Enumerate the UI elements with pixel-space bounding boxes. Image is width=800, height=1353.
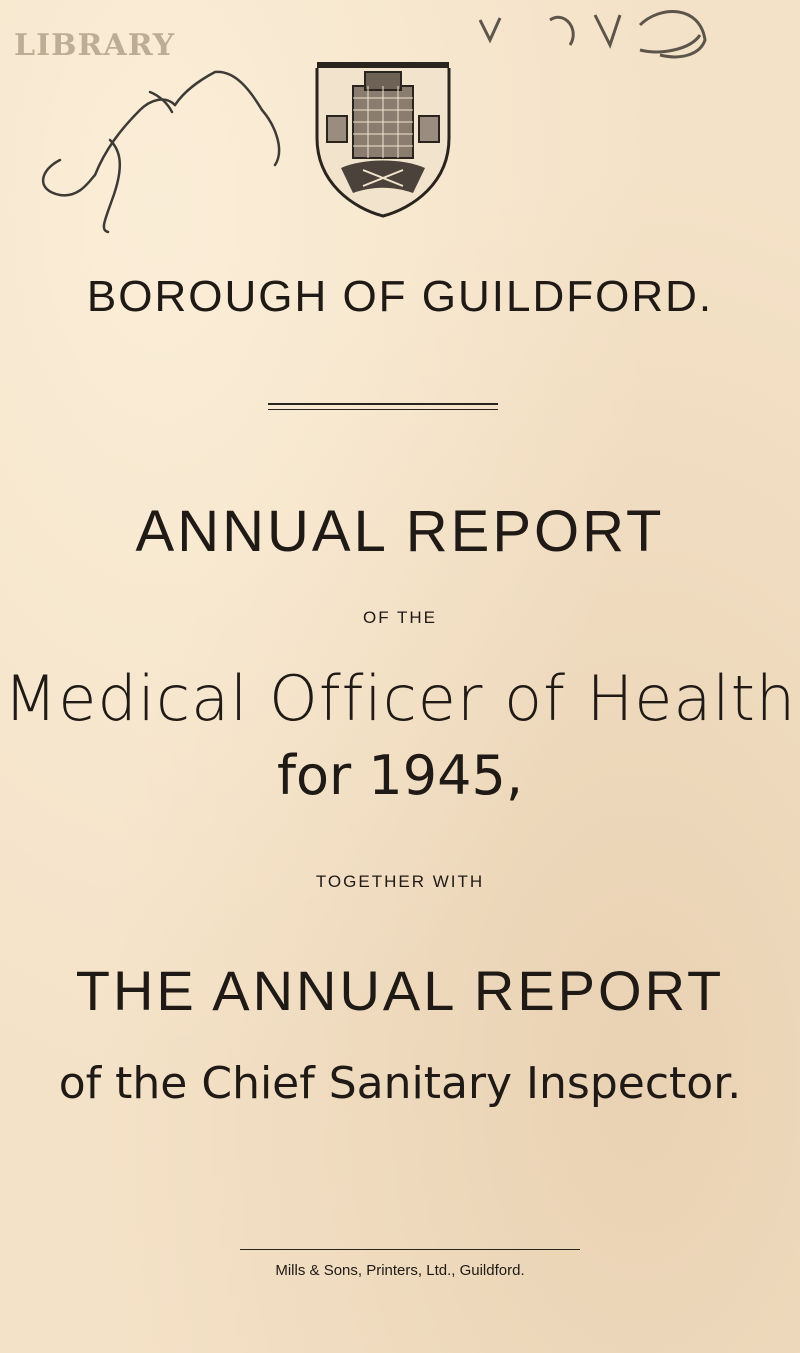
together-with-label: TOGETHER WITH xyxy=(315,872,485,891)
report-heading: ANNUAL REPORT xyxy=(135,499,665,564)
officer-title: Medical Officer of Health xyxy=(3,662,797,735)
of-the-label: OF THE xyxy=(362,608,438,627)
borough-crest-icon xyxy=(313,58,453,218)
borough-title: BOROUGH OF GUILDFORD. xyxy=(86,272,714,321)
library-stamp: LIBRARY xyxy=(14,28,176,63)
second-report-heading: THE ANNUAL REPORT xyxy=(75,959,725,1022)
inspector-title: of the Chief Sanitary Inspector. xyxy=(58,1058,742,1109)
printer-divider xyxy=(240,1249,580,1250)
printer-imprint: Mills & Sons, Printers, Ltd., Guildford. xyxy=(275,1262,525,1279)
title-divider-thin xyxy=(268,409,498,410)
report-year: for 1945, xyxy=(276,744,523,807)
title-divider xyxy=(268,403,498,405)
